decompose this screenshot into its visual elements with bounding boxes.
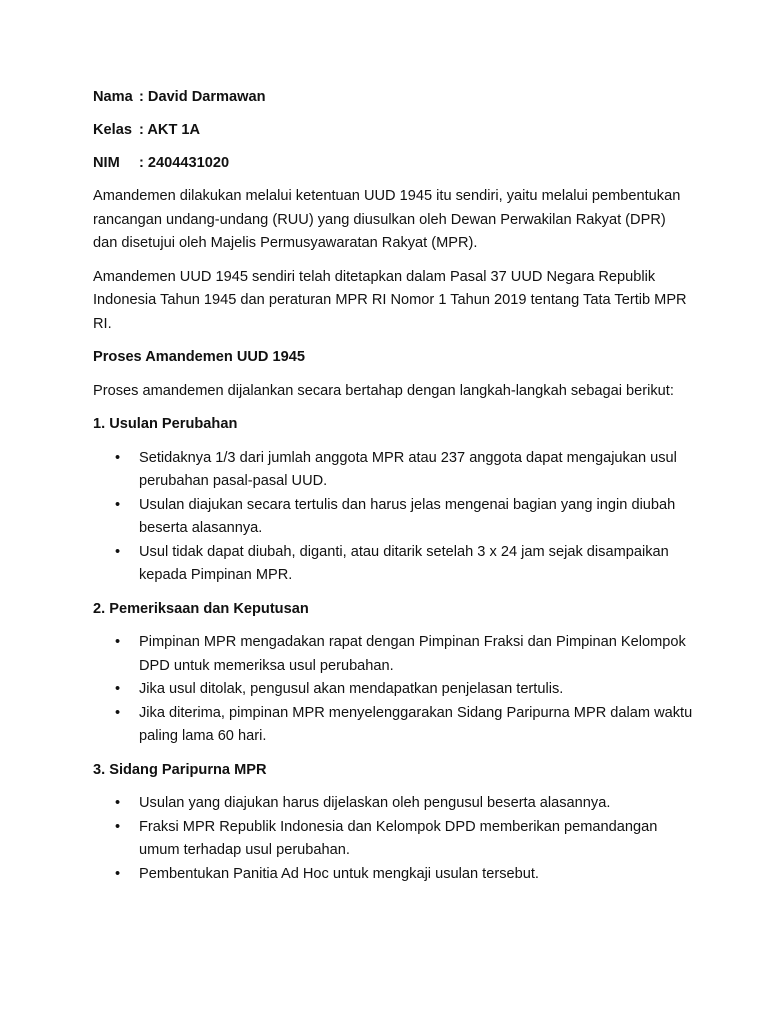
- list-item: [93, 494, 693, 541]
- bullet-icon: •: [115, 496, 121, 513]
- intro-paragraph-1: Amandemen dilakukan melalui ketentuan UUD 1945 itu sendiri, yaitu melalui pembentukan rancangan undang-undang (RUU) yang diusulkan oleh Dewan Perwakilan Rakyat (DPR) dan disetujui oleh Majelis Permusyawaratan Rakyat (MPR).: [93, 188, 681, 251]
- list-item-text: Usul tidak dapat diubah, diganti, atau ditarik setelah 3 x 24 jam sejak disampaikan kepada Pimpinan MPR.: [139, 543, 669, 583]
- bullet-icon: •: [115, 449, 121, 466]
- list-item: [93, 792, 693, 816]
- intro-paragraph-2: Amandemen UUD 1945 sendiri telah ditetapkan dalam Pasal 37 UUD Negara Republik Indonesia Tahun 1945 dan peraturan MPR RI Nomor 1 Tahun 2019 tentang Tata Tertib MPR RI.: [93, 268, 687, 332]
- student-id-row: [93, 152, 693, 175]
- name-row: [93, 86, 693, 109]
- list-item: [93, 816, 693, 863]
- list-item: [93, 541, 693, 588]
- list-item: [93, 702, 693, 749]
- list-item-text: Usulan diajukan secara tertulis dan harus jelas mengenai bagian yang ingin diubah beserta alasannya.: [139, 496, 676, 536]
- section-1-heading: 1. Usulan Perubahan: [93, 416, 238, 432]
- bullet-icon: •: [115, 818, 121, 835]
- class-value: : AKT 1A: [139, 122, 201, 138]
- list-item-text: Usulan yang diajukan harus dijelaskan oleh pengusul beserta alasannya.: [139, 795, 611, 811]
- class-label: Kelas: [93, 122, 132, 138]
- name-label: Nama: [93, 89, 133, 105]
- class-row: [93, 119, 693, 142]
- list-item-text: Jika usul ditolak, pengusul akan mendapatkan penjelasan tertulis.: [139, 681, 564, 697]
- list-item: [93, 631, 693, 678]
- list-item-text: Pembentukan Panitia Ad Hoc untuk mengkaji usulan tersebut.: [139, 865, 539, 882]
- list-item-text: Pimpinan MPR mengadakan rapat dengan Pimpinan Fraksi dan Pimpinan Kelompok DPD untuk memeriksa usul perubahan.: [139, 634, 686, 674]
- list-item-text: Jika diterima, pimpinan MPR menyelenggarakan Sidang Paripurna MPR dalam waktu paling lama 60 hari.: [139, 704, 693, 744]
- list-item: [93, 447, 693, 494]
- section-3-list: [93, 792, 693, 886]
- bullet-icon: •: [115, 543, 121, 560]
- list-item-text: Setidaknya 1/3 dari jumlah anggota MPR atau 237 anggota dapat mengajukan usul perubahan pasal-pasal UUD.: [139, 449, 677, 489]
- bullet-icon: •: [115, 681, 121, 697]
- bullet-icon: •: [115, 704, 121, 721]
- section-2-list: [93, 631, 693, 749]
- student-id-label: NIM: [93, 155, 120, 171]
- bullet-icon: •: [115, 865, 121, 882]
- name-value: : David Darmawan: [139, 89, 266, 105]
- bullet-icon: •: [115, 634, 121, 650]
- section-2-heading: 2. Pemeriksaan dan Keputusan: [93, 600, 309, 617]
- list-item: [93, 678, 693, 702]
- list-item-text: Fraksi MPR Republik Indonesia dan Kelompok DPD memberikan pemandangan umum terhadap usul perubahan.: [139, 818, 658, 858]
- section-3-heading: 3. Sidang Paripurna MPR: [93, 761, 267, 778]
- student-id-value: : 2404431020: [139, 155, 230, 171]
- document-page: [93, 86, 693, 896]
- list-item: [93, 863, 693, 887]
- bullet-icon: •: [115, 795, 121, 811]
- section-1-list: [93, 447, 693, 588]
- process-heading: Proses Amandemen UUD 1945: [93, 349, 305, 365]
- process-lead: Proses amandemen dijalankan secara bertahap dengan langkah-langkah sebagai berikut:: [93, 382, 674, 399]
